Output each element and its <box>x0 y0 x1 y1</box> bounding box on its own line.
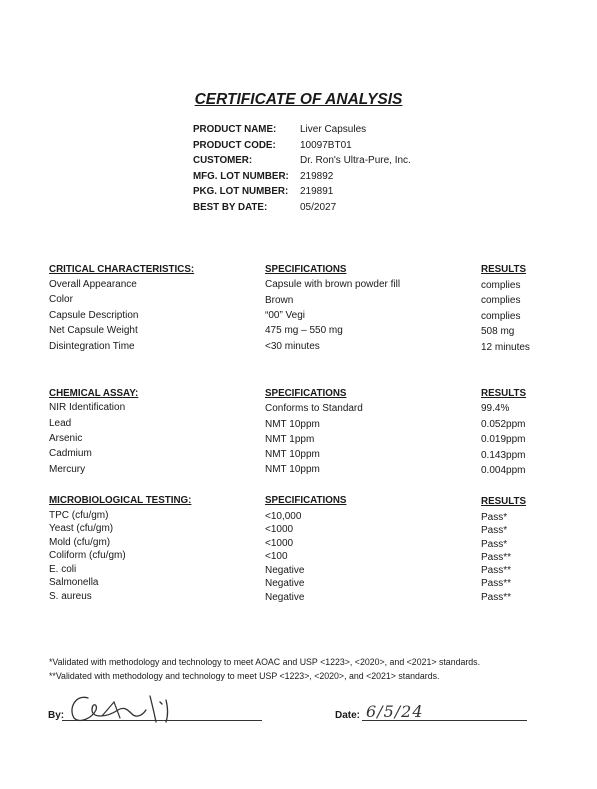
product-name-label: PRODUCT NAME: <box>193 124 277 135</box>
test-name: Salmonella <box>49 577 99 588</box>
test-spec: Negative <box>265 565 305 576</box>
test-spec: Capsule with brown powder fill <box>265 279 401 290</box>
test-spec: 475 mg – 550 mg <box>265 325 343 336</box>
test-spec: NMT 1ppm <box>265 434 315 445</box>
document-title: CERTIFICATE OF ANALYSIS <box>194 91 403 108</box>
test-name: Overall Appearance <box>49 279 137 290</box>
test-spec: Negative <box>265 592 305 603</box>
spec-column-heading: SPECIFICATIONS <box>265 264 347 275</box>
test-spec: Brown <box>265 295 294 306</box>
test-name: Mercury <box>49 464 86 475</box>
test-result: complies <box>481 295 521 306</box>
test-result: complies <box>481 280 521 291</box>
date-label: Date: <box>335 710 361 721</box>
test-spec: Conforms to Standard <box>265 403 363 414</box>
test-spec: NMT 10ppm <box>265 449 320 460</box>
test-result: Pass* <box>481 525 508 536</box>
customer-label: CUSTOMER: <box>193 155 253 166</box>
handwritten-date: 6/5/24 <box>366 702 424 721</box>
test-result: Pass* <box>481 512 508 523</box>
test-spec: <100 <box>265 551 288 562</box>
product-code-label: PRODUCT CODE: <box>193 140 276 151</box>
test-name: E. coli <box>49 564 77 575</box>
mfg-lot-label: MFG. LOT NUMBER: <box>193 171 289 182</box>
test-name: Disintegration Time <box>49 341 135 352</box>
test-name: Arsenic <box>49 433 83 444</box>
test-name: Cadmium <box>49 448 92 459</box>
test-spec: <30 minutes <box>265 341 320 352</box>
results-column-heading: RESULTS <box>481 496 526 507</box>
best-by-label: BEST BY DATE: <box>193 202 268 213</box>
test-name: Mold (cfu/gm) <box>49 537 111 548</box>
spec-column-heading: SPECIFICATIONS <box>265 495 347 506</box>
test-result: 508 mg <box>481 326 515 337</box>
best-by-value: 05/2027 <box>300 202 337 213</box>
results-column-heading: RESULTS <box>481 388 526 399</box>
test-name: TPC (cfu/gm) <box>49 510 109 521</box>
test-spec: <10,000 <box>265 511 302 522</box>
test-result: complies <box>481 311 521 322</box>
test-result: 0.004ppm <box>481 465 526 476</box>
test-result: 0.019ppm <box>481 434 526 445</box>
test-name: Capsule Description <box>49 310 139 321</box>
footnote-single-asterisk: *Validated with methodology and technology to meet AOAC and USP <1223>, <2020>, and <2021> standards. <box>49 657 481 667</box>
test-name: Lead <box>49 418 72 429</box>
test-result: 12 minutes <box>481 342 530 353</box>
footnote-double-asterisk: **Validated with methodology and technology to meet USP <1223>, <2020>, and <2021> standards. <box>49 671 440 681</box>
test-result: Pass** <box>481 552 512 563</box>
test-result: Pass* <box>481 539 508 550</box>
test-name: S. aureus <box>49 591 92 602</box>
test-spec: NMT 10ppm <box>265 419 320 430</box>
test-result: Pass** <box>481 578 512 589</box>
customer-value: Dr. Ron's Ultra-Pure, Inc. <box>300 155 411 166</box>
test-result: Pass** <box>481 592 512 603</box>
test-name: Net Capsule Weight <box>49 325 138 336</box>
mfg-lot-value: 219892 <box>300 171 334 182</box>
product-code-value: 10097BT01 <box>300 140 352 151</box>
test-name: Color <box>49 294 73 305</box>
test-result: 99.4% <box>481 403 510 414</box>
test-spec: <1000 <box>265 524 294 535</box>
test-name: Yeast (cfu/gm) <box>49 523 114 534</box>
test-spec: “00” Vegi <box>265 310 306 321</box>
test-name: Coliform (cfu/gm) <box>49 550 126 561</box>
test-result: Pass** <box>481 565 512 576</box>
section-heading: CHEMICAL ASSAY: <box>49 388 139 399</box>
test-result: 0.052ppm <box>481 419 526 430</box>
handwritten-signature <box>62 688 192 724</box>
section-heading: MICROBIOLOGICAL TESTING: <box>49 495 192 506</box>
spec-column-heading: SPECIFICATIONS <box>265 388 347 399</box>
pkg-lot-value: 219891 <box>300 186 334 197</box>
test-spec: NMT 10ppm <box>265 464 320 475</box>
section-heading: CRITICAL CHARACTERISTICS: <box>49 264 195 275</box>
test-name: NIR Identification <box>49 402 126 413</box>
by-label: By: <box>48 710 65 721</box>
product-name-value: Liver Capsules <box>300 124 367 135</box>
test-spec: <1000 <box>265 538 294 549</box>
results-column-heading: RESULTS <box>481 264 526 275</box>
test-spec: Negative <box>265 578 305 589</box>
test-result: 0.143ppm <box>481 450 526 461</box>
pkg-lot-label: PKG. LOT NUMBER: <box>193 186 289 197</box>
